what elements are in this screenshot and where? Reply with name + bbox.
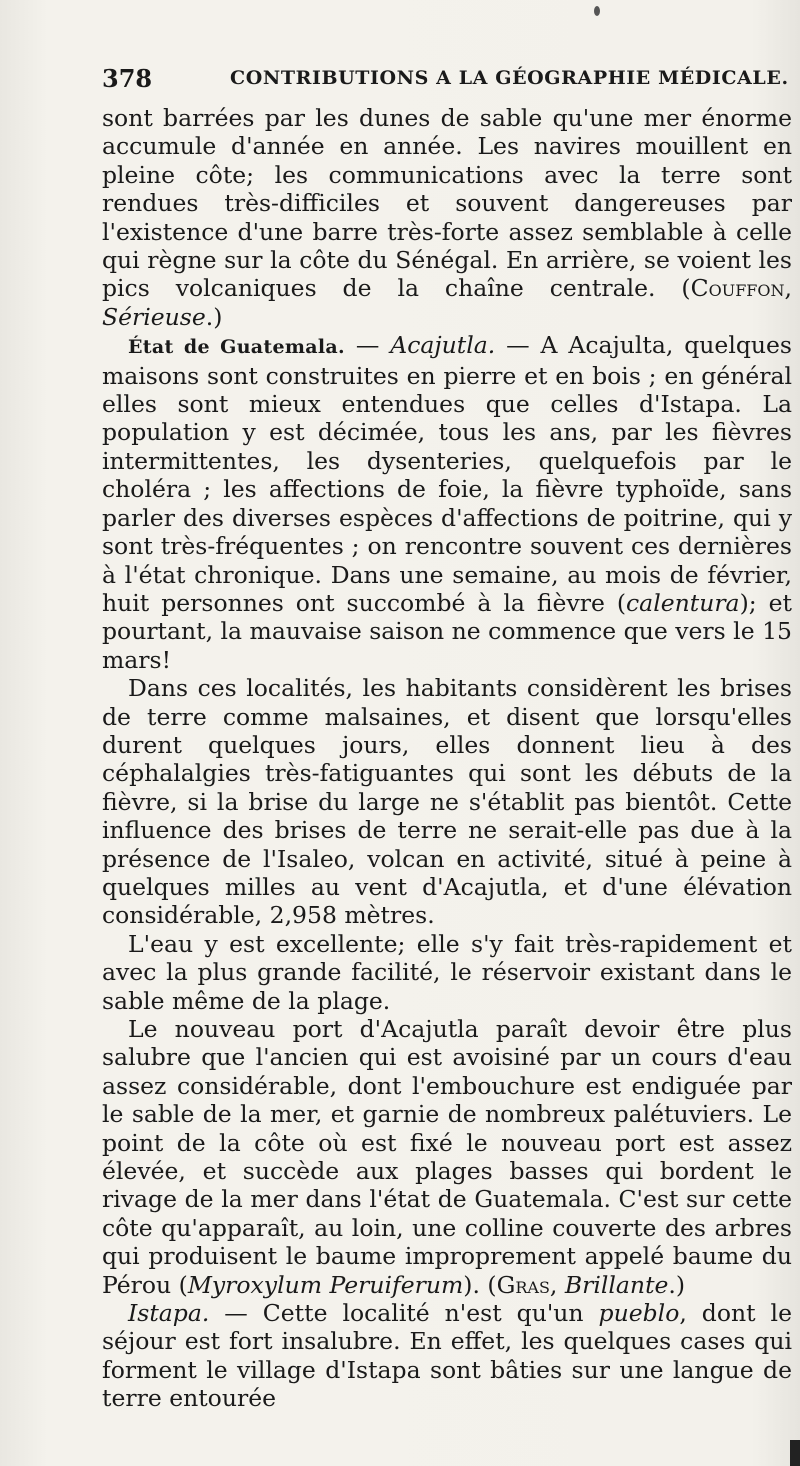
calentura-term: calentura: [626, 588, 740, 617]
pueblo-term: pueblo: [598, 1299, 680, 1328]
body-text: [102, 104, 792, 1413]
page-number: 378: [102, 64, 153, 93]
paragraph-4: L'eau y est excellente; elle s'y fait très-rapidement et avec la plus grande facilité, le réservoir existant dans le sable même de la plage.: [102, 929, 792, 1015]
paragraph-3: Dans ces localités, les habitants considèrent les brises de terre comme malsaines, et disent que lorsqu'elles durent quelques jours, elles donnent lieu à des céphalalgies très-fatiguantes qui sont les débuts de la fièvre, si la brise du large ne s'établit pas bientôt. Cette influence des brises de terre ne serait-elle pas due à la présence de l'Isaleo, volcan en activité, situé à peine à quelques milles au vent d'Acajutla, et d'une élévation considérable, 2,958 mètres.: [102, 674, 792, 930]
ink-speck: [594, 6, 600, 16]
paragraph-2: État de Guatemala. — Acajutla. — A Acajulta, quelques maisons sont construites en pierre et en bois ; en général elles sont mieux entendues que celles d'Istapa. La population y est décimée, tous les ans, par les fièvres intermittentes, les dysenteries, quelquefois par le choléra ; les affections de foie, la fièvre typhoïde, sans parler des diverses espèces d'affections de poitrine, qui y sont très-fréquentes ; on rencontre souvent ces dernières à l'état chronique. Dans une semaine, au mois de février, huit personnes ont succombé à la fièvre (calentura); et pourtant, la mauvaise saison ne commence que vers le 15 mars!: [102, 331, 792, 674]
citation-author: Gras: [496, 1270, 550, 1299]
running-head: CONTRIBUTIONS A LA GÉOGRAPHIE MÉDICALE.: [230, 67, 789, 89]
citation-ship: Brillante: [564, 1270, 669, 1299]
place-name: Istapa.: [128, 1299, 210, 1328]
scan-edge-mark: [790, 1440, 800, 1466]
section-heading: État de Guatemala.: [128, 336, 345, 359]
paragraph-6: Istapa. — Cette localité n'est qu'un pueblo, dont le séjour est fort insalubre. En effet, les quelques cases qui forment le village d'Istapa sont bâties sur une langue de terre entourée: [102, 1299, 792, 1413]
paragraph-5: Le nouveau port d'Acajutla paraît devoir être plus salubre que l'ancien qui est avoisiné par un cours d'eau assez considérable, dont l'embouchure est endiguée par le sable de la mer, et garnie de nombreux palétuviers. Le point de la côte où est fixé le nouveau port est assez élevée, et succède aux plages basses qui bordent le rivage de la mer dans l'état de Guatemala. C'est sur cette côte qu'apparaît, au loin, une colline couverte des arbres qui produisent le baume improprement appelé baume du Pérou (Myroxylum Peruiferum). (Gras, Brillante.): [102, 1015, 792, 1299]
place-name: Acajutla.: [390, 331, 496, 360]
page-header: [102, 62, 792, 98]
citation-author: Couffon: [690, 274, 785, 303]
species-name: Myroxylum Peruiferum: [187, 1270, 464, 1299]
paragraph-1: sont barrées par les dunes de sable qu'une mer énorme accumule d'année en année. Les navires mouillent en pleine côte; les communications avec la terre sont rendues très-difficiles et souvent dangereuses par l'existence d'une barre très-forte assez semblable à celle qui règne sur la côte du Sénégal. En arrière, se voient les pics volcaniques de la chaîne centrale. (Couffon, Sérieuse.): [102, 104, 792, 331]
citation-ship: Sérieuse: [102, 302, 206, 331]
